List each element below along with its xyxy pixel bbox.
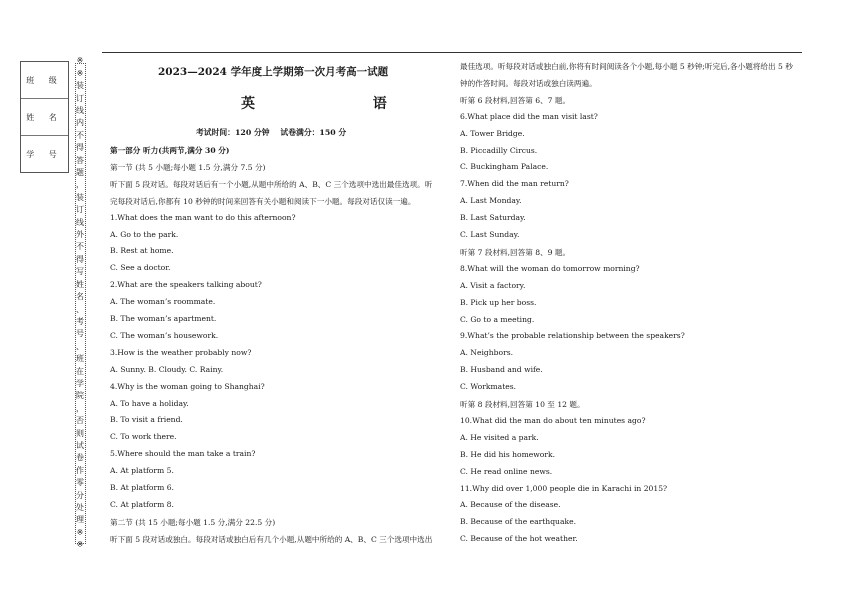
student-info-box	[20, 61, 69, 173]
text-line: B. At platform 6.	[110, 483, 174, 492]
text-line: A. Because of the disease.	[460, 500, 561, 510]
text-line: 完每段对话后,你都有 10 秒钟的时间来回答有关小题和阅读下一小题。每段对话仅读一遍。	[110, 196, 416, 206]
text-line: A. Go to the park.	[110, 229, 179, 239]
text-line: B. Rest at home.	[110, 246, 174, 256]
text-line: B. Pick up her boss.	[460, 297, 537, 307]
exam-info: 考试时间：120 分钟 试卷满分：150 分	[196, 128, 347, 137]
text-line: 11.Why did over 1,000 people die in Karachi in 2015?	[460, 483, 668, 493]
text-line: 4.Why is the woman going to Shanghai?	[110, 381, 265, 391]
text-line: 9.What’s the probable relationship between the speakers?	[460, 331, 685, 341]
binding-line-notice	[75, 56, 86, 550]
top-rule	[102, 52, 802, 53]
text-line: 5.Where should the man take a train?	[110, 449, 256, 459]
text-line: C. He read online news.	[460, 466, 553, 476]
text-line: A. He visited a park.	[460, 432, 539, 442]
text-line: 第二节 (共 15 小题;每小题 1.5 分,满分 22.5 分)	[110, 517, 276, 527]
text-line: C. To work there.	[110, 432, 177, 442]
text-line: 听下面 5 段对话或独白。每段对话或独白后有几个小题,从题中所给的 A、B、C 三个选项中选出	[110, 534, 433, 544]
text-line: 3.How is the weather probably now?	[110, 347, 252, 357]
binding-line-text: ※ ※ 装 订 线 内 不 得 答 题 ， 装 订 线 外 不 得 写 姓 名 、 考 号 、 班 在 学 院 ， 否 则 试 卷 作 零 分 处 理 ※ ※	[76, 56, 84, 550]
text-line: B. Because of the earthquake.	[460, 517, 576, 527]
text-line: A. At platform 5.	[110, 466, 174, 476]
text-line: A. Sunny. B. Cloudy. C. Rainy.	[110, 364, 224, 374]
text-line: B. Piccadilly Circus.	[460, 145, 538, 155]
text-line: 6.What place did the man visit last?	[460, 111, 598, 121]
text-line: 听第 7 段材料,回答第 8、9 题。	[460, 247, 571, 257]
text-line: C. Go to a meeting.	[460, 314, 535, 324]
text-line: 10.What did the man do about ten minutes ago?	[460, 415, 646, 425]
exam-title: 2023—2024 学年度上学期第一次月考高一试题	[158, 66, 389, 78]
subject-title: 英 语	[241, 96, 423, 112]
text-line: C. Because of the hot weather.	[460, 534, 578, 544]
text-line: 听第 6 段材料,回答第 6、7 题。	[460, 95, 571, 105]
text-line: B. Husband and wife.	[460, 365, 543, 375]
text-line: A. The woman’s roommate.	[110, 297, 216, 307]
text-line: C. The woman’s housework.	[110, 330, 219, 340]
text-line: 钟的作答时间。每段对话或独白读两遍。	[460, 78, 597, 88]
text-line: 最佳选项。听每段对话或独白前,你将有时间阅读各个小题,每小题 5 秒钟;听完后,各小题将给出 5 秒	[460, 62, 793, 71]
text-line: 2.What are the speakers talking about?	[110, 280, 262, 290]
text-line: C. See a doctor.	[110, 263, 171, 273]
text-line: 1.What does the man want to do this afternoon?	[110, 212, 296, 222]
text-line: A. Last Monday.	[460, 196, 522, 206]
text-line: C. Last Sunday.	[460, 230, 520, 239]
text-line: B. The woman’s apartment.	[110, 314, 217, 323]
text-line: A. Neighbors.	[460, 348, 514, 358]
text-line: A. Tower Bridge.	[460, 128, 525, 138]
class-field[interactable]: 班 级	[21, 62, 68, 99]
text-line: 7.When did the man return?	[460, 179, 569, 189]
text-line: C. At platform 8.	[110, 499, 174, 509]
text-line: 8.What will the woman do tomorrow morning?	[460, 263, 640, 273]
text-line: B. To visit a friend.	[110, 415, 183, 425]
text-line: 听下面 5 段对话。每段对话后有一个小题,从题中所给的 A、B、C 三个选项中选出最佳选项。听	[110, 179, 433, 189]
student-id-field[interactable]: 学 号	[26, 150, 63, 159]
text-line: 听第 8 段材料,回答第 10 至 12 题。	[460, 400, 585, 409]
text-line: B. He did his homework.	[460, 449, 556, 459]
text-line: C. Buckingham Palace.	[460, 162, 549, 172]
text-line: 第一部分 听力(共两节,满分 30 分)	[110, 146, 230, 155]
text-line: C. Workmates.	[460, 382, 517, 392]
text-line: A. Visit a factory.	[460, 280, 526, 290]
name-field[interactable]: 姓 名	[21, 99, 68, 136]
text-line: B. Last Saturday.	[460, 213, 526, 223]
text-line: A. To have a holiday.	[110, 398, 189, 408]
text-line: 第一节 (共 5 小题;每小题 1.5 分,满分 7.5 分)	[110, 162, 266, 172]
